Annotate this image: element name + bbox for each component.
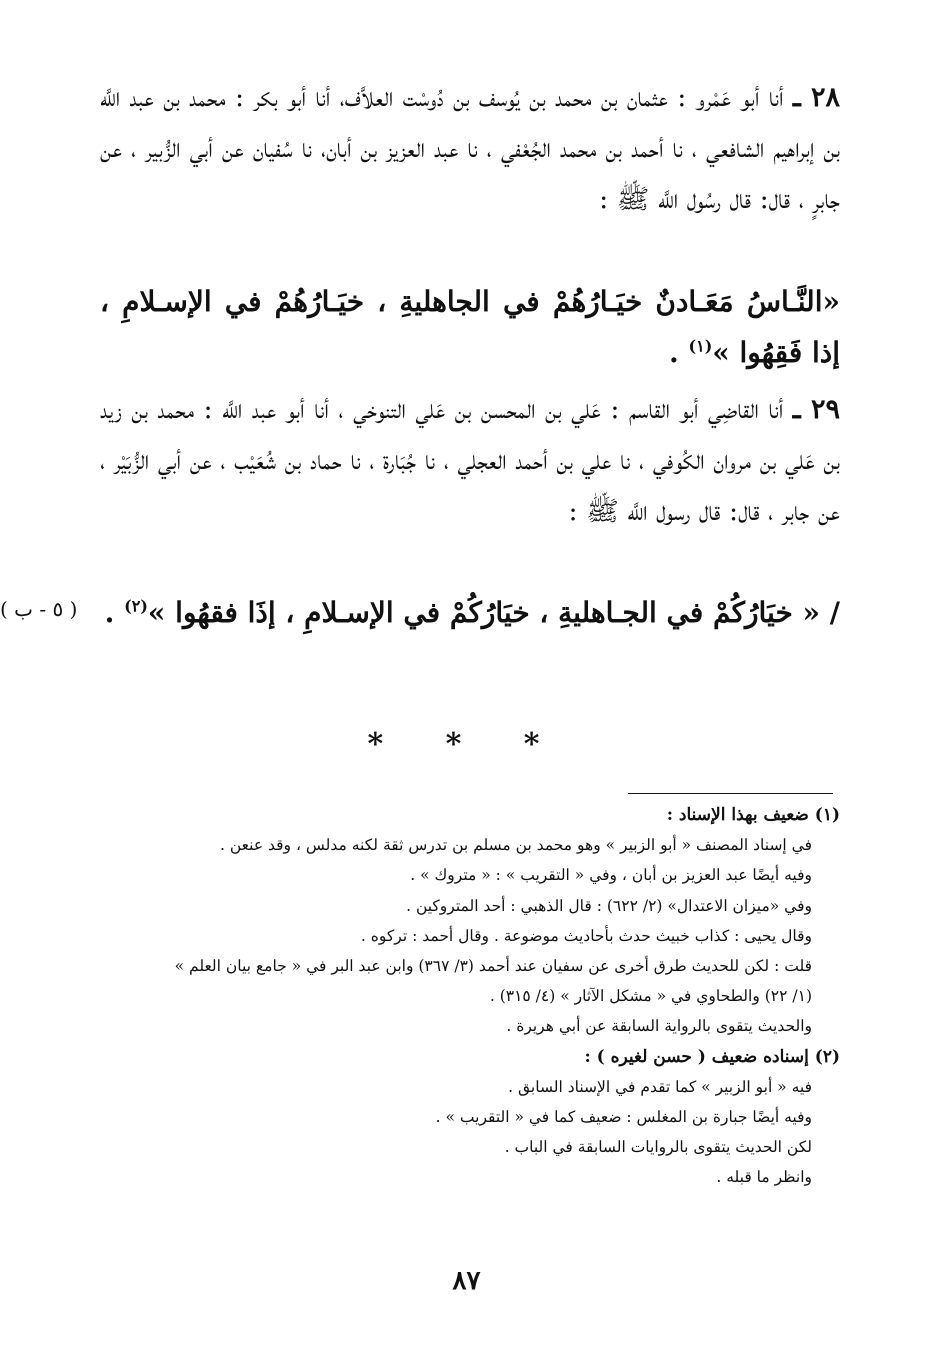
manuscript-folio-marker: ( ٥ - ب ) <box>0 597 78 621</box>
hadith-29-end: . <box>104 596 125 629</box>
footnote-1-line: وفي «ميزان الاعتدال» (٢/ ٦٢٢) : قال الذهبي : أحد المتروكين . <box>406 896 812 915</box>
footnote-2-line: وانظر ما قبله . <box>716 1168 812 1187</box>
footnotes <box>100 800 840 1193</box>
page-number: ٨٧ <box>452 1266 481 1296</box>
footnote-divider <box>628 793 833 794</box>
hadith-28-chain <box>100 72 840 225</box>
hadith-28-matn: «النَّـاسُ مَعَـادنٌ خيَـارُهُمْ في الجاهليةِ ، خيَـارُهُمْ في الإسـلامِ ، إذا فَقِهُوا » <box>100 285 840 369</box>
footnote-1-line: وقال يحيى : كذاب خبيث حدث بأحاديث موضوعة . وقال أحمد : تركوه . <box>360 926 812 945</box>
footnote-1-line: (١/ ٢٢) والطحاوي في « مشكل الآثار » (٤/ ٣١٥) . <box>489 987 812 1006</box>
hadith-28-chain-text: أنا أبو عَمْرو : عثمان بن محمد بن يُوسف بن دُوسْت العلاَّف، أنا أبو بكر : محمد بن عبد اللَّه بن إبراهيم الشافعي ، نا أحمد بن محمد الجُعْفي ، نا عبد العزيز بن أبان، نا سُفيان عن أبي الزُّبير ، عن جابرٍ ، قال: قال رسُول اللَّه ﷺ : <box>100 82 840 215</box>
hadith-28-text <box>100 276 840 378</box>
hadith-28-end: . <box>669 336 689 369</box>
hadith-28-number: ٢٨ ـ <box>792 82 841 113</box>
footnote-ref-2[interactable]: (٢) <box>124 596 148 616</box>
footnote-1-line: وفيه أيضًا عبد العزيز بن أبان ، وفي « التقريب » : « متروك » . <box>410 866 812 885</box>
footnote-ref-1[interactable]: (١) <box>688 336 713 356</box>
footnote-1-line: في إسناد المصنف « أبو الزبير » وهو محمد بن مسلم بن تدرس ثقة لكنه مدلس ، وقد عنعن . <box>220 836 812 855</box>
footnote-2-line: وفيه أيضًا جبارة بن المغلس : ضعيف كما في « التقريب » . <box>435 1108 812 1127</box>
footnote-1-line: والحديث يتقوى بالرواية السابقة عن أبي هريرة . <box>506 1017 812 1036</box>
hadith-29-matn: / « خيَارُكُمْ في الجـاهليةِ ، خيَارُكُمْ في الإسـلامِ ، إذَا فقهُوا » <box>147 596 840 629</box>
footnote-1-line: قلت : لكن للحديث طرق أخرى عن سفيان عند أحمد (٣/ ٣٦٧) وابن عبد البر في « جامع بيان العلم » <box>174 957 812 976</box>
footnote-2-heading: (٢) إسناده ضعيف ( حسن لغيره ) : <box>584 1046 840 1067</box>
hadith-29-number: ٢٩ ـ <box>792 394 840 425</box>
footnote-2-line: فيه « أبو الزبير » كما تقدم في الإسناد السابق . <box>508 1077 812 1096</box>
hadith-29-chain-text: أنا القاضِي أبو القاسم : عَلي بن المحسن بن عَلي التنوخي ، أنا أبو عبد اللَّه : محمد بن زيد بن عَلي بن مروان الكُوفي ، نا علي بن أحمد العجلي ، نا جُبَارة ، نا حماد بن شُعَيْب ، عن أبي الزُّبَيْر ، عن جابر ، قال: قال رسول اللَّه ﷺ : <box>100 394 840 527</box>
footnote-1-heading: (١) ضعيف بهذا الإسناد : <box>666 805 840 825</box>
hadith-29-text <box>100 587 840 638</box>
footnote-2-line: لكن الحديث يتقوى بالروايات السابقة في الباب . <box>504 1138 812 1157</box>
section-separator: * * * <box>367 727 566 762</box>
hadith-29-chain <box>100 384 840 537</box>
